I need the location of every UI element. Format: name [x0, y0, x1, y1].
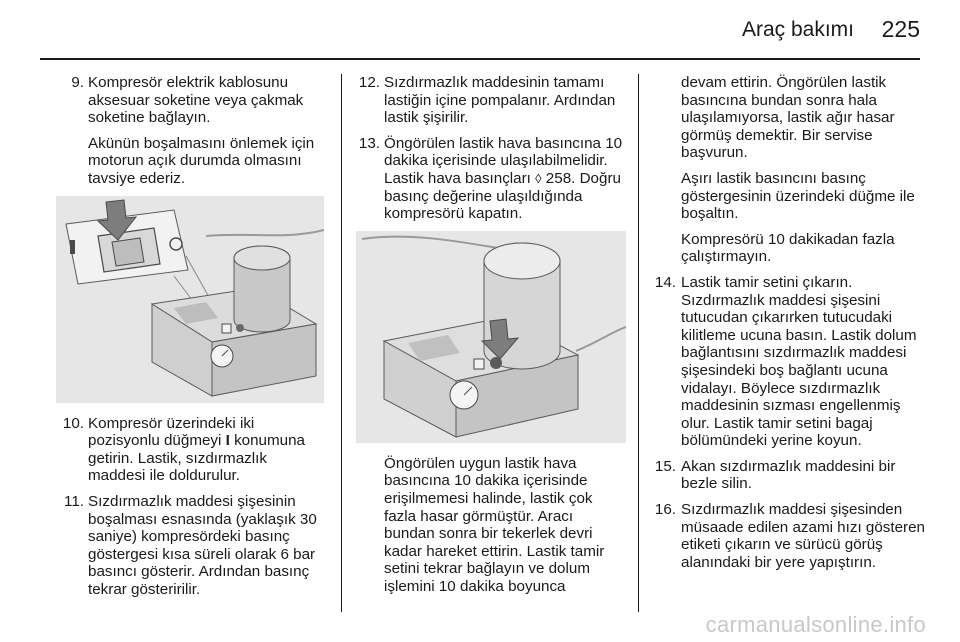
step-number: 12. — [358, 74, 380, 91]
column-divider-2 — [638, 74, 639, 612]
paragraph: Öngörülen uygun lastik hava basıncına 10 dakika içerisinde erişilmemesi halinde, lastik çok fazla hasar görmüştür. Aracı bundan sonra bir tekerlek devri kadar hareket ettirin. Lastik tamir setini tekrar bağlayın ve dolum işlemini 10 dakika boyunca — [384, 454, 605, 595]
compressor-button-illustration — [356, 231, 626, 443]
page-reference-icon: ◊ — [535, 170, 542, 186]
step-note: Akünün boşalmasını önlemek için motorun açık durumda olmasını tavsiye ederiz. — [88, 134, 315, 187]
watermark: carmanualsonline.info — [705, 612, 926, 637]
step-number: 11. — [64, 492, 84, 510]
step-number: 10. — [62, 414, 84, 432]
page-reference-link[interactable]: 258 — [545, 169, 572, 187]
step-number: 9. — [71, 74, 84, 91]
step-16 — [645, 501, 925, 571]
column-divider-1 — [341, 74, 342, 612]
compressor-button-drawing — [356, 231, 626, 443]
step-text: Öngörülen lastik hava basıncına 10 dakika içerisinde ulaşılabilmelidir. Lastik hava basınçları ◊ 258. Doğru basınç değerine ulaşıldığında kompresörü kapatın. — [384, 134, 623, 223]
step-11 — [58, 493, 328, 599]
compressor-switch-illustration — [56, 196, 324, 403]
page-header — [0, 0, 960, 62]
step-12 — [354, 74, 624, 127]
switch-position-symbol: I — [225, 432, 230, 450]
step-text: Kompresör elektrik kablosunu aksesuar soketine veya çakmak soketine bağlayın. — [88, 74, 304, 127]
step-text: Lastik tamir setini çıkarın. Sızdırmazlık maddesi şişesini tutucudan çıkarırken tutucudaki kilitleme ucuna basın. Lastik dolum bağlantısını sızdırmazlık maddesi şişesindeki boş bağlantı ucuna vidalayı. Böylece sızdırmazlık maddesinin sızması engellenmiş olur. Lastik tamir setini bagaj bölümündeki yerine koyun. — [681, 273, 917, 450]
column-2 — [354, 74, 624, 604]
step-number: 16. — [654, 501, 676, 519]
paragraph: devam ettirin. Öngörülen lastik basıncına bundan sonra hala ulaşılamıyorsa, lastik ağır hasar görmüş demektir. Bir servise başvurun. — [681, 74, 895, 162]
continued-text — [645, 74, 925, 266]
step-13-continuation — [354, 455, 624, 596]
header-rule — [40, 58, 920, 60]
step-text: Sızdırmazlık maddesi şişesinden müsaade edilen azami hızı gösteren etiketi çıkarın ve sürücü görüş alanındaki bir yere yapıştırın. — [681, 501, 925, 571]
step-text: Sızdırmazlık maddesinin tamamı lastiğin içine pompalanır. Ardından lastik şişirilir. — [384, 74, 616, 127]
step-9 — [58, 74, 328, 188]
page-number: 225 — [881, 16, 920, 42]
step-10 — [58, 415, 328, 485]
step-15 — [645, 458, 925, 493]
paragraph: Aşırı lastik basıncını basınç göstergesinin üzerindeki düğme ile boşaltın. — [681, 169, 915, 223]
step-text: Akan sızdırmazlık maddesini bir bezle silin. — [681, 457, 896, 493]
step-text: Kompresör üzerindeki iki pozisyonlu düğmeyi I konumuna getirin. Lastik, sızdırmazlık maddesi ile doldurulur. — [88, 414, 305, 485]
step-text: Sızdırmazlık maddesi şişesinin boşalması esnasında (yaklaşık 30 saniye) kompresördeki basınç göstergesi kısa süreli olarak 6 bar basıncı gösterir. Ardından basınç tekrar gösteririlir. — [88, 492, 317, 598]
column-1 — [58, 74, 328, 607]
header-title: Araç bakımı — [741, 18, 854, 41]
column-3 — [645, 74, 925, 579]
step-number: 13. — [358, 134, 380, 152]
paragraph: Kompresörü 10 dakikadan fazla çalıştırmayın. — [681, 230, 895, 266]
step-13 — [354, 135, 624, 223]
step-number: 15. — [654, 457, 676, 475]
step-14 — [645, 274, 925, 450]
compressor-switch-drawing — [56, 196, 324, 403]
step-number: 14. — [654, 273, 676, 291]
